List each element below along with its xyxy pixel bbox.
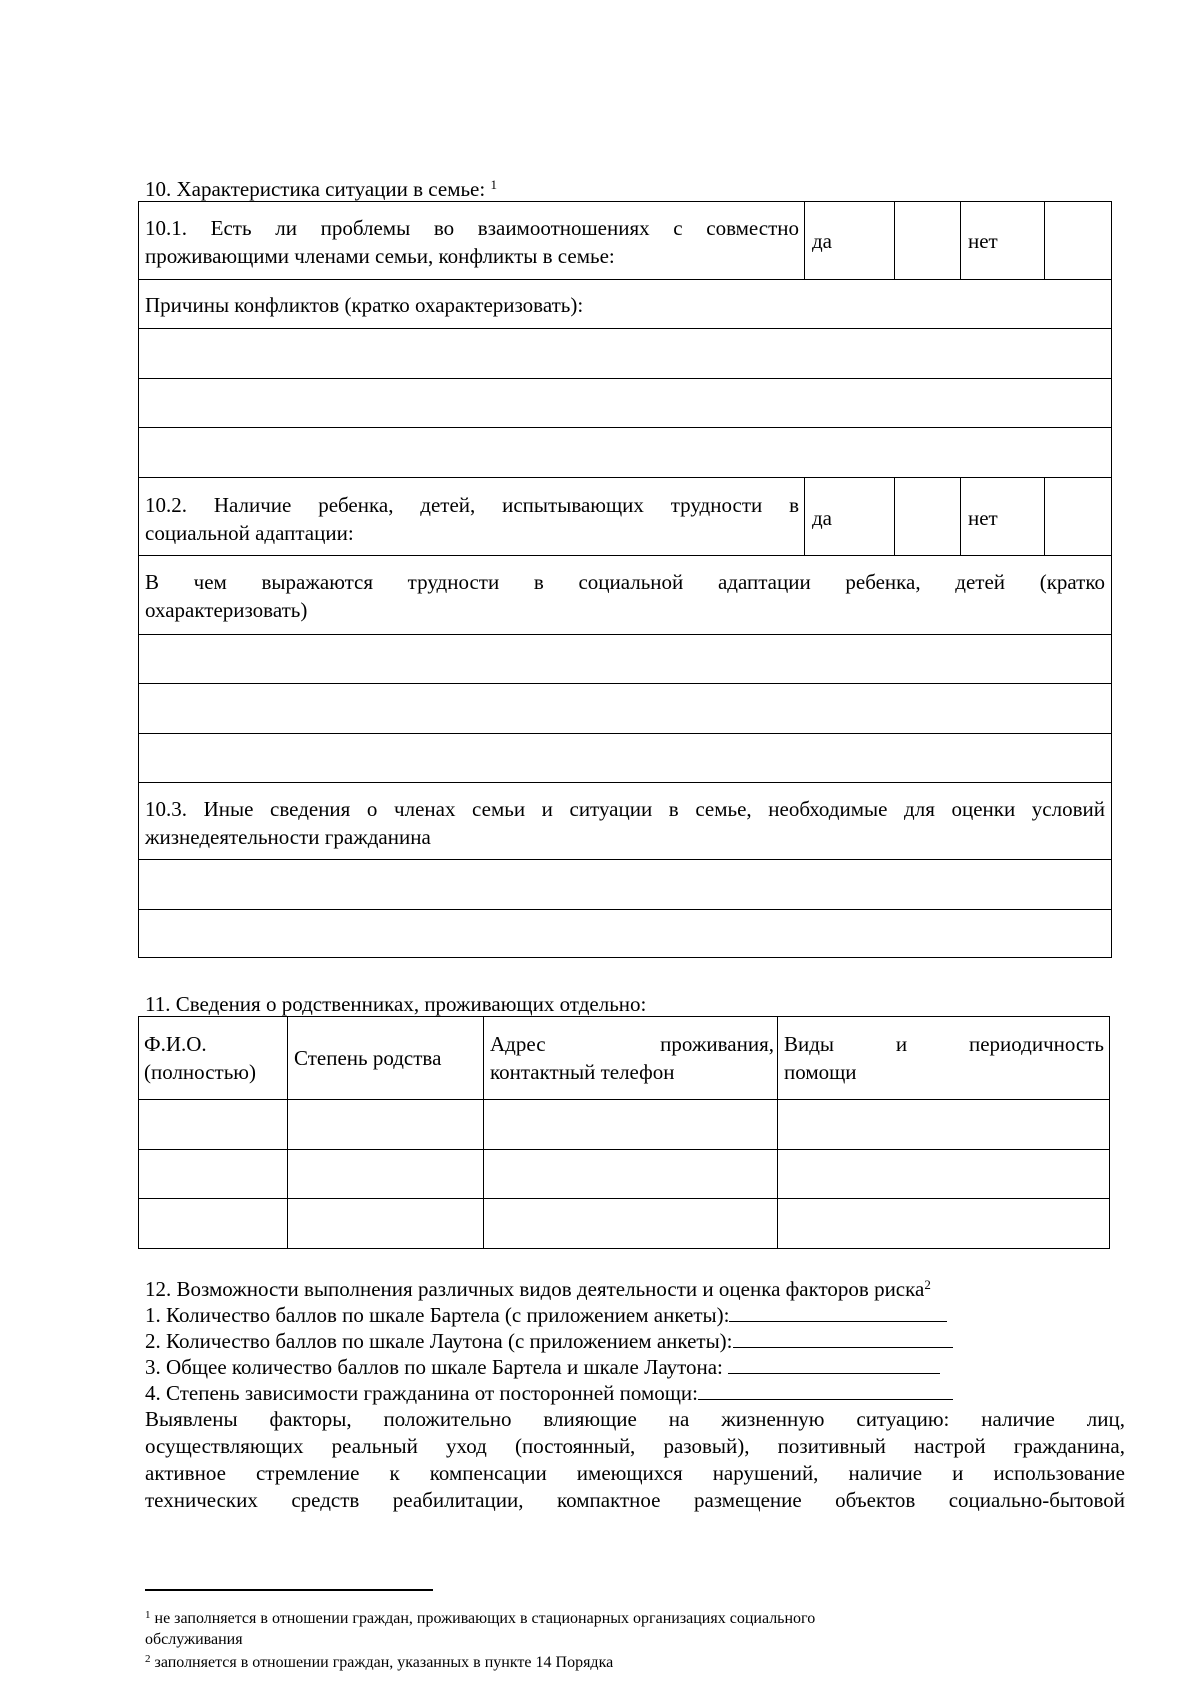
question-10-3-line1: 10.3. Иные сведения о членах семьи и ситуации в семье, необходимые для оценки условий (145, 797, 1105, 821)
adaptation-input-1[interactable] (139, 635, 1111, 682)
question-10-1-line2: проживающими членами семьи, конфликты в семье: (145, 244, 615, 268)
adaptation-difficulty-line1: В чем выражаются трудности в социальной адаптации ребенка, детей (кратко (145, 570, 1105, 594)
adaptation-difficulty-label (145, 568, 1105, 624)
header-degree: Степень родства (294, 1046, 442, 1070)
adaptation-input-3[interactable] (139, 734, 1111, 781)
relative-3-fio[interactable] (139, 1199, 286, 1248)
relative-1-help[interactable] (778, 1100, 1109, 1148)
relative-2-help[interactable] (778, 1150, 1109, 1197)
relative-2-address[interactable] (484, 1150, 776, 1197)
question-10-1 (145, 214, 799, 270)
adaptation-difficulty-line2: охарактеризовать) (145, 598, 308, 622)
conflict-reasons-input-2[interactable] (139, 379, 1111, 427)
header-address-line1: Адрес проживания, (490, 1032, 774, 1056)
conflict-reasons-input-3[interactable] (139, 428, 1111, 476)
conflict-reasons-input-1[interactable] (139, 329, 1111, 377)
header-help (784, 1030, 1104, 1086)
footnote-ref-2: 2 (924, 1277, 931, 1292)
footnote-separator (145, 1589, 433, 1591)
relative-3-help[interactable] (778, 1199, 1109, 1248)
header-fio-line1: Ф.И.О. (144, 1032, 207, 1056)
family-situation-table (138, 201, 1112, 958)
section-12-title: 12. Возможности выполнения различных видов деятельности и оценка факторов риска$^2$ (145, 1277, 931, 1301)
barthel-score-row: 1. Количество баллов по шкале Бартела (с приложением анкеты): (145, 1302, 1125, 1328)
total-score-row: 3. Общее количество баллов по шкале Бартела и шкале Лаутона: (145, 1354, 1125, 1380)
q1-yes-label: да (812, 229, 833, 253)
question-10-2-line1: 10.2. Наличие ребенка, детей, испытывающих трудности в (145, 493, 799, 517)
q2-no-label: нет (968, 506, 998, 530)
total-score-field[interactable] (728, 1355, 940, 1374)
relative-2-degree[interactable] (288, 1150, 482, 1197)
question-10-2 (145, 491, 799, 547)
question-10-2-line2: социальной адаптации: (145, 521, 354, 545)
section-12 (145, 1276, 1125, 1514)
relative-3-address[interactable] (484, 1199, 776, 1248)
section-11-title: 11. Сведения о родственниках, проживающих отдельно: (145, 992, 647, 1016)
positive-factors-paragraph: Выявлены факторы, положительно влияющие на жизненную ситуацию: наличие лиц, осуществляющих реальный уход (постоянный, разовый), позитивный настрой гражданина, активное стремление к компенсации имеющихся нарушений, наличие и использование технических средств реабилитации, компактное размещение объектов социально-бытовой (145, 1407, 1125, 1512)
question-10-3-line2: жизнедеятельности гражданина (145, 825, 431, 849)
q2-yes-checkbox[interactable] (895, 478, 959, 554)
relative-1-address[interactable] (484, 1100, 776, 1148)
q2-yes-label: да (812, 506, 833, 530)
section-10-title: 10. Характеристика ситуации в семье: $^1$ (145, 177, 497, 201)
q2-no-checkbox[interactable] (1045, 478, 1111, 554)
header-address-line2: контактный телефон (490, 1060, 675, 1084)
adaptation-input-2[interactable] (139, 684, 1111, 732)
relative-1-degree[interactable] (288, 1100, 482, 1148)
question-10-3 (145, 795, 1105, 851)
relative-1-fio[interactable] (139, 1100, 286, 1148)
relative-2-fio[interactable] (139, 1150, 286, 1197)
footnote-ref-1: 1 (490, 177, 497, 192)
barthel-score-field[interactable] (729, 1303, 947, 1322)
header-help-line1: Виды и периодичность (784, 1032, 1104, 1056)
header-address (490, 1030, 774, 1086)
lawton-score-field[interactable] (733, 1329, 953, 1348)
relatives-table (138, 1016, 1110, 1249)
header-fio (144, 1030, 284, 1086)
q1-no-label: нет (968, 229, 998, 253)
lawton-score-row: 2. Количество баллов по шкале Лаутона (с приложением анкеты): (145, 1328, 1125, 1354)
dependency-field[interactable] (698, 1381, 953, 1400)
conflict-reasons-label: Причины конфликтов (кратко охарактеризовать): (145, 293, 584, 317)
other-info-input-1[interactable] (139, 860, 1111, 908)
footnote-2: $^2$ заполняется в отношении граждан, указанных в пункте 14 Порядка (145, 1653, 614, 1671)
other-info-input-2[interactable] (139, 910, 1111, 957)
footnote-1: $^1$ не заполняется в отношении граждан, проживающих в стационарных организациях социального обслуживания (145, 1609, 816, 1648)
dependency-row: 4. Степень зависимости гражданина от посторонней помощи: (145, 1380, 1125, 1406)
q1-yes-checkbox[interactable] (895, 202, 959, 278)
header-help-line2: помощи (784, 1060, 857, 1084)
header-fio-line2: (полностью) (144, 1060, 256, 1084)
q1-no-checkbox[interactable] (1045, 202, 1111, 278)
question-10-1-line1: 10.1. Есть ли проблемы во взаимоотношениях с совместно (145, 216, 799, 240)
relative-3-degree[interactable] (288, 1199, 482, 1248)
